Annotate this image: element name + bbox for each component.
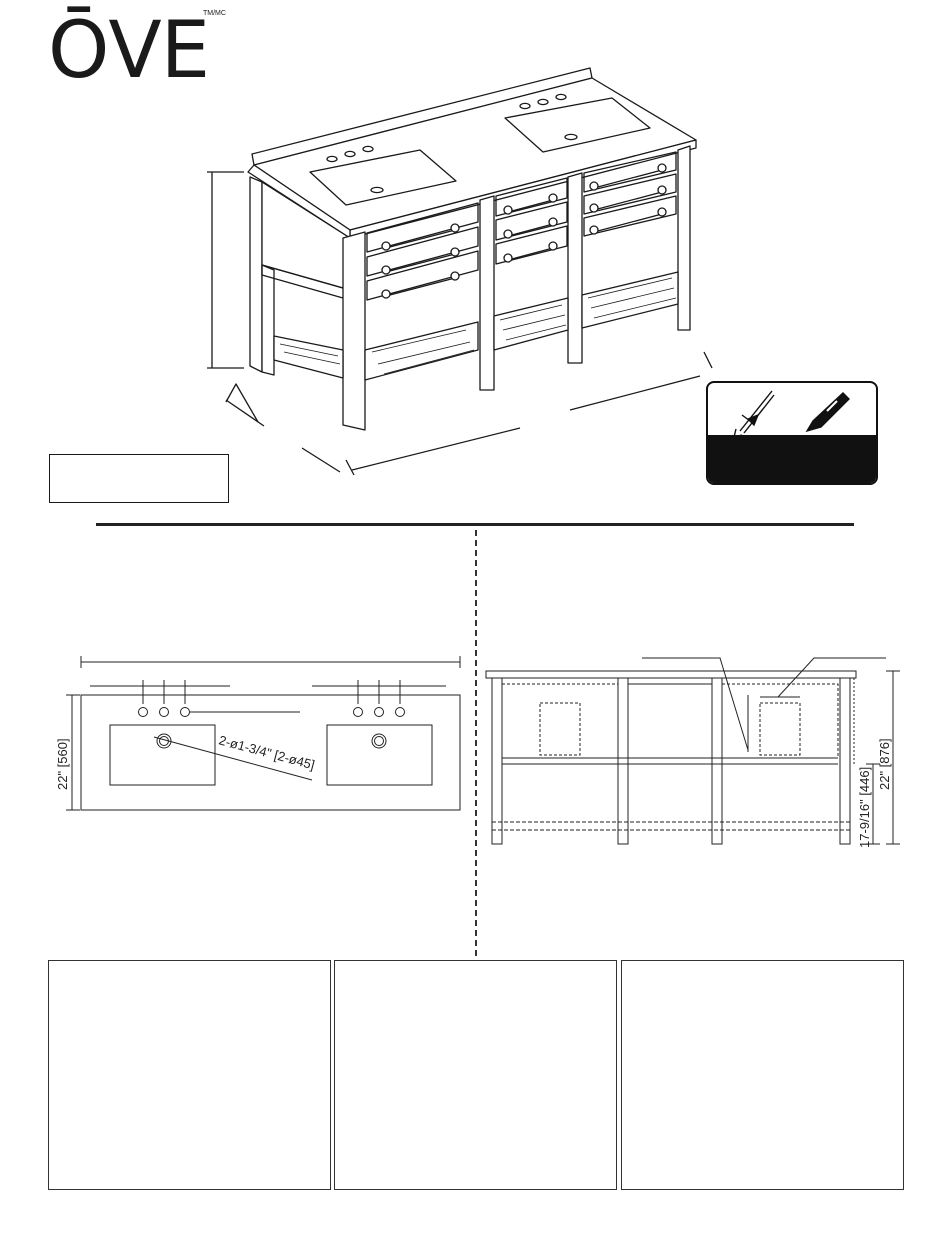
front-view-height-label: 22" [876] (877, 738, 892, 790)
vanity-isometric-drawing (200, 60, 720, 485)
top-view-depth-label: 22" [560] (55, 738, 70, 790)
note-box-3 (621, 960, 904, 1190)
model-number-box (49, 454, 229, 503)
note-box-2 (334, 960, 617, 1190)
note-box-1 (48, 960, 331, 1190)
tools-label-band (708, 435, 876, 483)
sink-hole-label: 2-ø1-3/4" [2-ø45] (217, 732, 317, 773)
top-view-drawing (55, 650, 470, 820)
utility-knife-icon (803, 387, 853, 435)
front-view-shelf-height-label: 17-9/16" [446] (857, 766, 872, 848)
section-divider (96, 523, 854, 526)
front-view-drawing (484, 650, 914, 850)
vertical-dashed-divider (475, 530, 477, 956)
tools-required-box (706, 381, 878, 485)
brand-name: ŌVE (48, 6, 210, 96)
trademark-mark: TM/MC (203, 10, 226, 17)
caulking-gun-icon (730, 385, 780, 437)
